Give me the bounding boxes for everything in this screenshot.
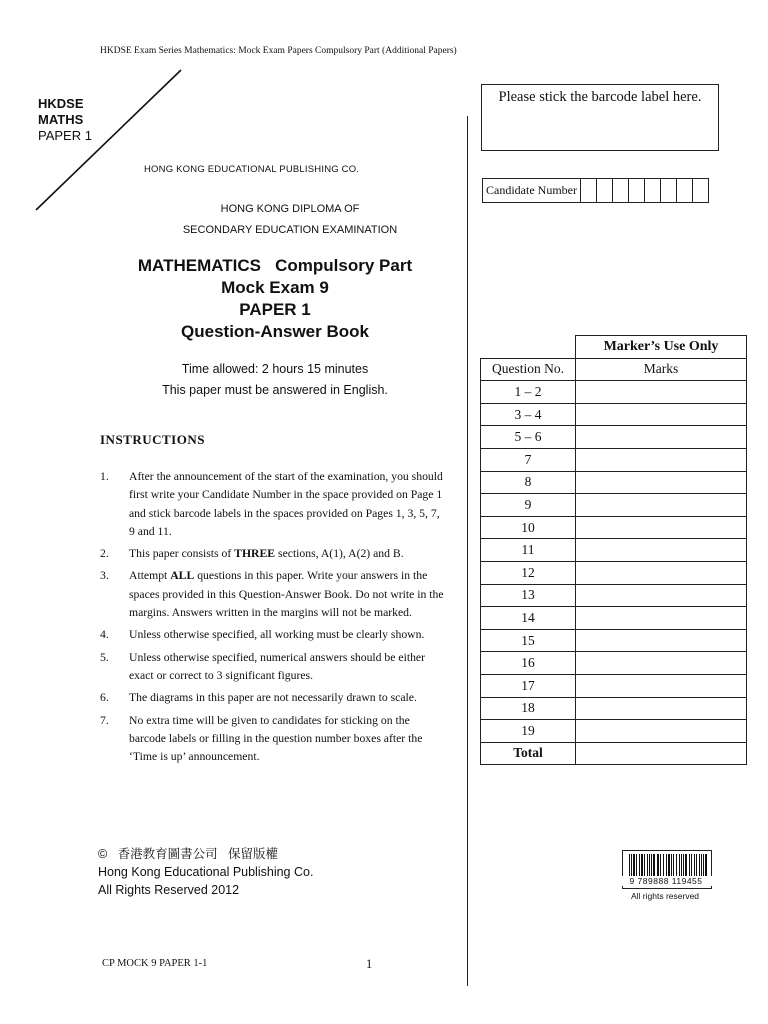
barcode-label-box[interactable]: Please stick the barcode label here. — [481, 84, 719, 151]
page-number: 1 — [366, 957, 373, 971]
time-allowed: Time allowed: 2 hours 15 minutes — [181, 362, 369, 376]
copyright-year: All Rights Reserved 2012 — [98, 883, 240, 897]
marks-cell[interactable] — [576, 516, 747, 539]
instruction-item — [100, 468, 445, 541]
time-info — [120, 359, 430, 401]
instruction-text: The diagrams in this paper are not necessarily drawn to scale. — [129, 691, 417, 705]
publisher-name: HONG KONG EDUCATIONAL PUBLISHING CO. — [144, 164, 360, 175]
table-row — [481, 381, 747, 404]
marks-cell[interactable] — [576, 629, 747, 652]
corner-paper: PAPER 1 — [38, 128, 92, 143]
instruction-number: 1. — [100, 470, 109, 483]
margin-rule — [467, 116, 468, 986]
question-number-cell: 5 – 6 — [481, 426, 576, 449]
instruction-item — [100, 567, 445, 622]
marks-cell[interactable] — [576, 720, 747, 743]
copyright-publisher: Hong Kong Educational Publishing Co. — [98, 865, 314, 879]
corner-diagonal-line — [0, 0, 200, 215]
marks-cell[interactable] — [576, 426, 747, 449]
question-number-cell: 14 — [481, 607, 576, 630]
question-number-cell: 10 — [481, 516, 576, 539]
instruction-text: Attempt ALL questions in this paper. Write your answers in the spaces provided in this Question-Answer Book. Do not write in the margins. Answers written in the margins will not be marked. — [129, 569, 444, 620]
instruction-number: 2. — [100, 547, 109, 561]
table-row — [481, 720, 747, 743]
marks-cell[interactable] — [576, 539, 747, 562]
table-row — [481, 561, 747, 584]
table-row — [481, 629, 747, 652]
instruction-number: 6. — [100, 691, 109, 705]
question-number-cell: 18 — [481, 697, 576, 720]
table-row — [481, 448, 747, 471]
corner-hkdse: HKDSE — [38, 96, 84, 111]
question-number-cell: 17 — [481, 674, 576, 697]
paper-title: PAPER 1 — [239, 300, 311, 319]
instructions-list — [100, 468, 445, 770]
instruction-item — [100, 649, 445, 686]
question-number-cell: 16 — [481, 652, 576, 675]
question-no-header: Question No. — [481, 358, 576, 381]
candidate-digit-box[interactable] — [628, 179, 644, 202]
table-row — [481, 494, 747, 517]
question-number-cell: 7 — [481, 448, 576, 471]
marks-cell[interactable] — [576, 584, 747, 607]
candidate-number-label: Candidate Number — [486, 183, 577, 197]
total-marks-cell[interactable] — [576, 742, 747, 765]
question-number-cell: 12 — [481, 561, 576, 584]
marks-cell[interactable] — [576, 561, 747, 584]
table-row — [481, 697, 747, 720]
corner-label — [38, 96, 92, 144]
marks-cell[interactable] — [576, 652, 747, 675]
marks-cell[interactable] — [576, 471, 747, 494]
candidate-digit-box[interactable] — [596, 179, 612, 202]
marks-cell[interactable] — [576, 381, 747, 404]
table-row — [481, 426, 747, 449]
barcode-digits: 9 789888 119455 — [618, 876, 714, 886]
instruction-text: Unless otherwise specified, numerical answers should be either exact or correct to 3 significant figures. — [129, 650, 425, 682]
language-note: This paper must be answered in English. — [162, 383, 388, 397]
total-label: Total — [481, 742, 576, 765]
instructions-heading: INSTRUCTIONS — [100, 432, 205, 447]
candidate-digit-box[interactable] — [660, 179, 676, 202]
marks-cell[interactable] — [576, 448, 747, 471]
candidate-digit-box[interactable] — [612, 179, 628, 202]
table-row — [481, 652, 747, 675]
instruction-text: Unless otherwise specified, all working must be clearly shown. — [129, 628, 425, 642]
candidate-digit-box[interactable] — [644, 179, 660, 202]
instruction-number: 5. — [100, 650, 109, 664]
footer-code: CP MOCK 9 PAPER 1-1 — [102, 958, 208, 969]
question-number-cell: 15 — [481, 629, 576, 652]
table-row — [481, 516, 747, 539]
book-title: Question-Answer Book — [181, 322, 369, 341]
instruction-text: After the announcement of the start of the examination, you should first write your Candidate Number in the space provided on Page 1 and stick barcode labels in the spaces provided on Pages 1, 3, 5, 7, 9 and 11. — [129, 470, 443, 538]
question-number-cell: 11 — [481, 539, 576, 562]
marks-cell[interactable] — [576, 494, 747, 517]
question-number-cell: 1 – 2 — [481, 381, 576, 404]
diploma-line-1: HONG KONG DIPLOMA OF — [220, 203, 360, 215]
marks-table — [480, 335, 747, 765]
candidate-digit-box[interactable] — [580, 179, 596, 202]
marks-cell[interactable] — [576, 607, 747, 630]
marks-cell[interactable] — [576, 403, 747, 426]
instruction-text: This paper consists of THREE sections, A(1), A(2) and B. — [129, 547, 404, 561]
diploma-line-2: SECONDARY EDUCATION EXAMINATION — [182, 224, 398, 236]
candidate-number-field[interactable] — [482, 178, 709, 203]
rights-reserved: All rights reserved — [631, 891, 700, 901]
series-header: HKDSE Exam Series Mathematics: Mock Exam Papers Compulsory Part (Additional Papers) — [100, 46, 457, 56]
question-number-cell: 8 — [481, 471, 576, 494]
question-number-cell: 3 – 4 — [481, 403, 576, 426]
instruction-item — [100, 626, 445, 644]
copyright-chinese: © 香港教育圖書公司 保留版權 — [98, 847, 279, 861]
candidate-digit-box[interactable] — [676, 179, 692, 202]
copyright-block — [98, 845, 313, 899]
table-row — [481, 674, 747, 697]
exam-title — [95, 255, 455, 343]
diploma-title — [150, 199, 430, 241]
instruction-item — [100, 712, 445, 767]
table-row — [481, 403, 747, 426]
question-number-cell: 9 — [481, 494, 576, 517]
instruction-item — [100, 545, 445, 563]
mock-title: Mock Exam 9 — [221, 278, 329, 297]
instruction-number: 7. — [100, 713, 109, 727]
table-row — [481, 471, 747, 494]
marks-header: Marks — [576, 358, 747, 381]
table-corner-blank — [481, 336, 576, 359]
question-number-cell: 13 — [481, 584, 576, 607]
table-row — [481, 539, 747, 562]
question-number-cell: 19 — [481, 720, 576, 743]
marker-use-heading: Marker’s Use Only — [576, 336, 747, 359]
marks-cell[interactable] — [576, 674, 747, 697]
instruction-number: 4. — [100, 628, 109, 642]
instruction-item — [100, 689, 445, 707]
corner-maths: MATHS — [38, 112, 84, 127]
table-row — [481, 607, 747, 630]
table-row — [481, 584, 747, 607]
subject-title: MATHEMATICS Compulsory Part — [137, 256, 413, 275]
instruction-text: No extra time will be given to candidates for sticking on the barcode labels or filling in the question number boxes after the ‘Time is up’ announcement. — [129, 713, 423, 764]
marks-cell[interactable] — [576, 697, 747, 720]
candidate-digit-box[interactable] — [692, 179, 708, 202]
instruction-number: 3. — [100, 569, 109, 583]
